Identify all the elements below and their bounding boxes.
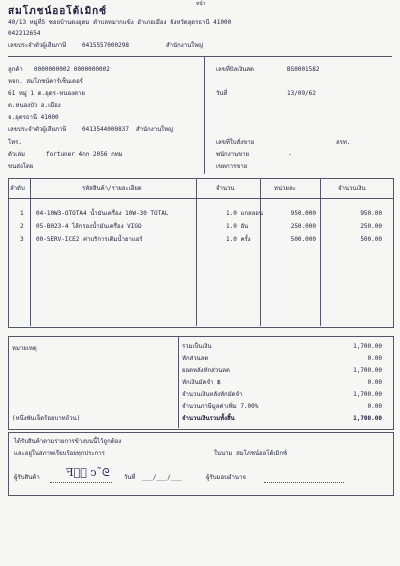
- receiver-sign-line: [50, 482, 112, 483]
- receipt-statement-1: ได้รับสินค้าตามรายการข้างบนนี้ไว้ถูกต้อง: [14, 438, 122, 445]
- row-desc: 00-SERV-ICE2 ค่าบริการเติมน้ำยาแอร์: [36, 236, 143, 243]
- header-amount: จำนวนเงิน: [338, 185, 366, 192]
- col-divider-2: [196, 178, 197, 326]
- authorized-sign-line: [264, 482, 344, 483]
- items-header-line: [8, 198, 393, 199]
- row-qty: 1.0 ครั้ง: [226, 236, 251, 243]
- customer-code-label: ลูกค้า: [8, 66, 23, 73]
- row-price: 250.000: [290, 223, 316, 230]
- header-price: หน่วยละ: [274, 185, 296, 192]
- receiver-date: ___/___/___: [142, 474, 182, 481]
- row-qty: 1.0 อัน: [226, 223, 249, 230]
- row-price: 500.000: [290, 236, 316, 243]
- col-divider-1: [30, 178, 31, 326]
- row-desc: 05-B023-4 ไส้กรองน้ำมันเครื่อง VIGO: [36, 223, 142, 230]
- col-divider-4: [320, 178, 321, 326]
- after-discount-label: ยอดหลังหักส่วนลด: [182, 367, 230, 374]
- car-label: ตัวเล่ม: [8, 151, 25, 158]
- row-no: 3: [20, 236, 24, 243]
- discount-value: 0.00: [367, 355, 382, 362]
- company-tax-label: เลขประจำตัวผู้เสียภาษี: [8, 42, 67, 49]
- discount-label: หักส่วนลด: [182, 355, 209, 362]
- doc-number-label: เลขที่บิลเงินสด: [216, 66, 254, 73]
- header-divider: [8, 56, 392, 57]
- sales-area-label: เขตการขาย: [216, 163, 248, 170]
- deposit-label: หักเงินมัดจำ ฿: [182, 379, 221, 386]
- after-deposit-label: จำนวนเงินหลังหักมัดจำ: [182, 391, 243, 398]
- car-value: fortuner 4กก 2056 กทม: [46, 151, 123, 158]
- row-price: 950.000: [290, 210, 316, 217]
- grand-total-value: 1,700.00: [353, 415, 382, 422]
- col-divider-3: [260, 178, 261, 326]
- company-signature-label: ในนาม สมโภชน์ออโต้เมิกซ์: [214, 450, 288, 457]
- company-phone: 042212654: [8, 30, 41, 37]
- transport-label: ขนส่งโดย: [8, 163, 34, 170]
- customer-tax-id: 0413544000837: [82, 126, 129, 133]
- customer-name: หจก. สมโภชน์คาร์เซ็นเตอร์: [8, 78, 83, 85]
- company-address: 40/13 หมู่ที่5 ซอยบ้านดงอุดม ตำบลหมากแข้ง อำเภอเมือง จังหวัดอุดรธานี 41000: [8, 19, 232, 26]
- deposit-value: 0.00: [367, 379, 382, 386]
- info-divider: [204, 56, 205, 174]
- customer-code: 0000000002 0000000002: [34, 66, 110, 73]
- totals-divider: [178, 336, 179, 428]
- total-value: 1,700.00: [353, 343, 382, 350]
- authorized-label: ผู้รับมอบอำนาจ: [206, 474, 246, 481]
- customer-address-2: ต.หนองบัว อ.เมือง: [8, 102, 61, 109]
- customer-tax-label: เลขประจำตัวผู้เสียภาษี: [8, 126, 67, 133]
- row-amount: 250.00: [360, 223, 382, 230]
- after-discount-value: 1,700.00: [353, 367, 382, 374]
- row-no: 2: [20, 223, 24, 230]
- after-deposit-value: 1,700.00: [353, 391, 382, 398]
- company-tax-id: 0415557000298: [82, 42, 129, 49]
- doc-date: 13/09/62: [287, 90, 316, 97]
- vat-label: จำนวนภาษีมูลค่าเพิ่ม 7.00%: [182, 403, 259, 410]
- row-qty: 1.0 แกลลอน: [226, 210, 264, 217]
- page-mark: หน้า: [196, 1, 206, 7]
- customer-address-3: จ.อุดรธานี 41000: [8, 114, 59, 121]
- company-name: สมโภชน์ออโต้เมิกซ์: [8, 6, 108, 17]
- customer-branch: สำนักงานใหญ่: [136, 126, 174, 133]
- customer-address-1: 61 หมู่ 1 ต.อุดร-หนองคาย: [8, 90, 85, 97]
- items-table: [8, 178, 394, 328]
- order-ref-value: ลรท.: [336, 139, 351, 146]
- customer-phone-label: โทร.: [8, 139, 23, 146]
- header-no: ลำดับ: [10, 185, 25, 192]
- row-desc: 04-10W3-OTOTA4 น้ำมันเครื่อง 10W-30 TOTAL: [36, 210, 169, 217]
- doc-date-label: วันที่: [216, 90, 228, 97]
- receiver-label: ผู้รับสินค้า: [14, 474, 40, 481]
- doc-number: BS0001582: [287, 66, 320, 73]
- amount-in-words: (หนึ่งพันเจ็ดร้อยบาทถ้วน): [12, 415, 81, 422]
- receiver-date-label: วันที่: [124, 474, 136, 481]
- company-branch: สำนักงานใหญ่: [166, 42, 204, 49]
- row-no: 1: [20, 210, 24, 217]
- receiver-signature: ꟻ᷊ͤ ↄ˜ᘓ: [66, 466, 110, 479]
- row-amount: 950.00: [360, 210, 382, 217]
- header-qty: จำนวน: [216, 185, 235, 192]
- order-ref-label: เลขที่ใบสั่งขาย: [216, 139, 255, 146]
- header-desc: รหัสสินค้า/รายละเอียด: [82, 185, 142, 192]
- salesman-value: -: [288, 151, 292, 158]
- vat-value: 0.00: [367, 403, 382, 410]
- grand-total-label: จำนวนเงินรวมทั้งสิ้น: [182, 415, 235, 422]
- salesman-label: พนักงานขาย: [216, 151, 250, 158]
- row-amount: 500.00: [360, 236, 382, 243]
- remark-label: หมายเหตุ: [12, 345, 37, 352]
- total-label: รวมเป็นเงิน: [182, 343, 212, 350]
- receipt-statement-2: และอยู่ในสภาพเรียบร้อยทุกประการ: [14, 450, 105, 457]
